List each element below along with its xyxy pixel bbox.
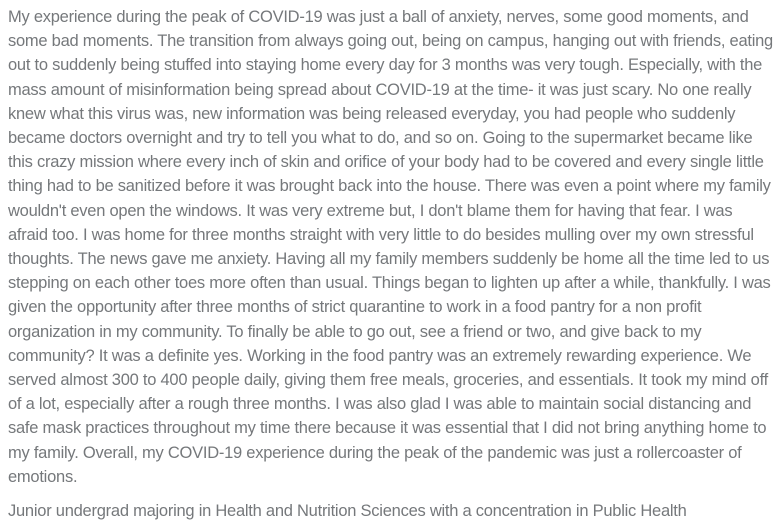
author-description: Junior undergrad majoring in Health and Nutrition Sciences with a concentration in Public Health [8, 502, 687, 521]
testimonial-paragraph: My experience during the peak of COVID-19 was just a ball of anxiety, nerves, some good moments, and some bad moments. The transition from always going out, being on campus, hanging out with friends, eating out to suddenly being stuffed into staying home every day for 3 months was very tough. Especially, with the mass amount of misinformation being spread about COVID-19 at the time- it was just scary. No one really knew what this virus was, new information was being released everyday, you had people who suddenly became doctors overnight and try to tell you what to do, and so on. Going to the supermarket became like this crazy mission where every inch of skin and orifice of your body had to be covered and every single little thing had to be sanitized before it was brought back into the house. There was even a point where my family wouldn't even open the windows. It was very extreme but, I don't blame them for having that fear. I was afraid too. I was home for three months straight with very little to do besides mulling over my own stressful thoughts. The news gave me anxiety. Having all my family members suddenly be home all the time led to us stepping on each other toes more often than usual. Things began to lighten up after a while, thankfully. I was given the opportunity after three months of strict quarantine to work in a food pantry for a non profit organization in my community. To finally be able to go out, see a friend or two, and give back to my community? It was a definite yes. Working in the food pantry was an extremely rewarding experience. We served almost 300 to 400 people daily, giving them free meals, groceries, and essentials. It took my mind off of a lot, especially after a rough three months. I was also glad I was able to maintain social distancing and safe mask practices throughout my time there because it was essential that I did not bring anything home to my family. Overall, my COVID-19 experience during the peak of the pandemic was just a rollercoaster of emotions. [8, 8, 773, 486]
